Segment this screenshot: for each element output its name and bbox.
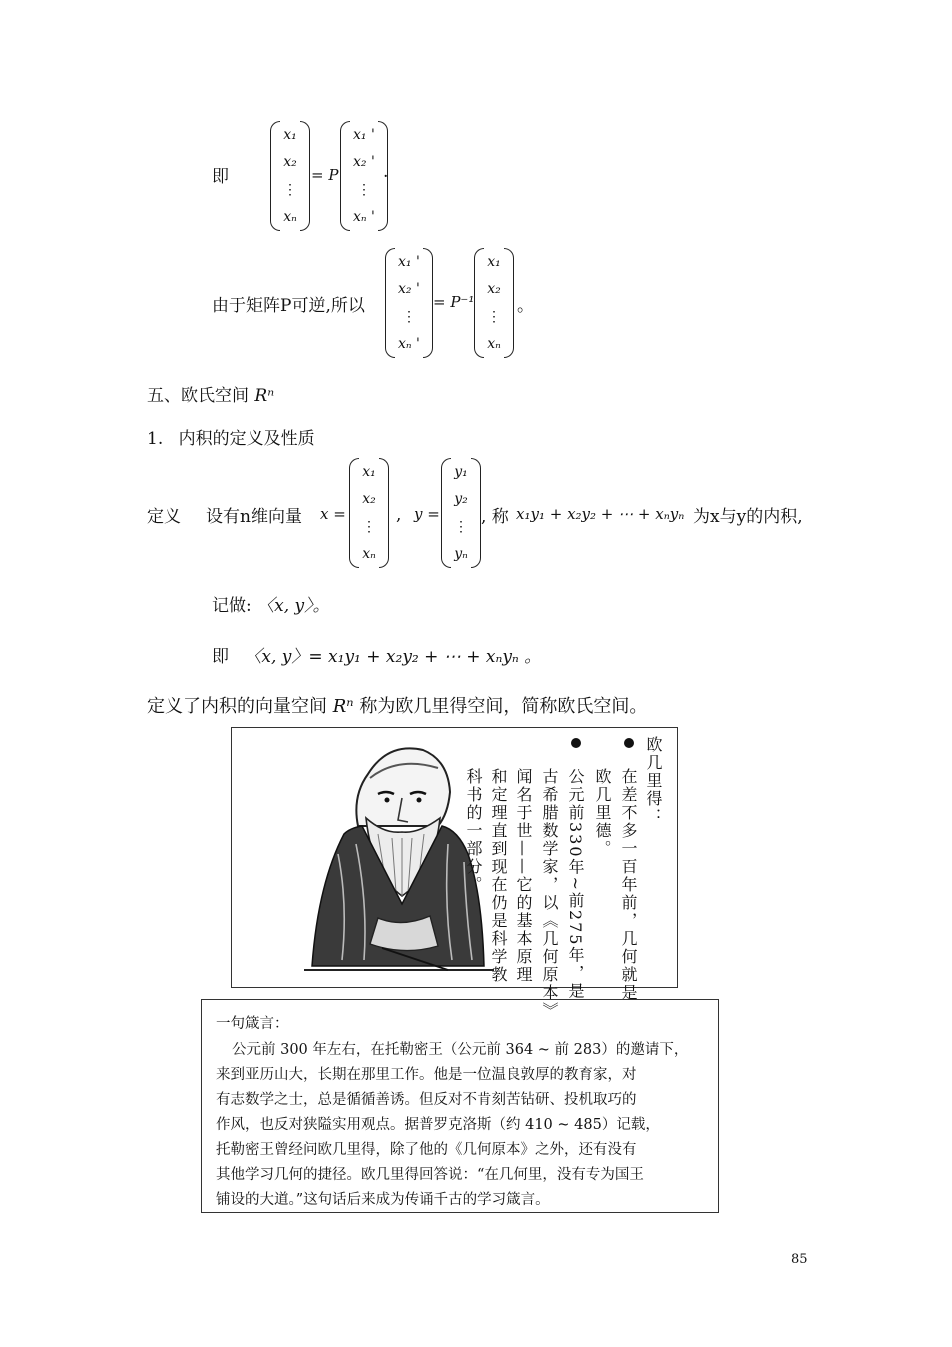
notation-label: 记做: <box>212 596 252 616</box>
eq1-prefix: 即 <box>212 167 229 187</box>
subsection-title: 内积的定义及性质 <box>178 429 315 449</box>
bullet-icon <box>571 738 581 748</box>
euclid-column: 和定理直到现在仍是科学教 <box>489 768 508 984</box>
matrix-entry: x₂ ' <box>398 281 420 298</box>
subsection-number: 1. <box>147 429 164 449</box>
summary-post: 称为欧几里得空间，简称欧氏空间。 <box>359 696 648 717</box>
eq2-prefix: 由于矩阵P可逆,所以 <box>212 296 365 316</box>
quote-line: 公元前 300 年左右，在托勒密王（公元前 364 ~ 前 283）的邀请下， <box>232 1042 689 1058</box>
definition-intro: 设有n维向量 <box>206 507 302 527</box>
euclid-column: 欧几里德。 <box>593 768 612 858</box>
eq1-end: . <box>383 162 389 182</box>
ie-label: 即 <box>212 647 229 667</box>
matrix-entry: xₙ ' <box>398 336 420 353</box>
matrix-entry: x₂ <box>487 281 501 298</box>
notation-line <box>212 591 330 616</box>
matrix-entry: ⋮ <box>283 181 297 198</box>
matrix-entry: xₙ ' <box>353 209 375 226</box>
matrix-entry: xₙ <box>487 336 501 353</box>
quote-line: 其他学习几何的捷径。欧几里得回答说：“在几何里，没有专为国王 <box>216 1167 644 1183</box>
separator: , <box>396 505 402 525</box>
page-number: 85 <box>791 1252 808 1267</box>
matrix-entry: x₂ <box>283 154 297 171</box>
eq2-rhs-vector <box>474 248 514 358</box>
euclid-column: 在差不多一百年前，几何就是 <box>619 768 638 1002</box>
vector-entry: ⋮ <box>362 518 376 535</box>
euclid-info-box <box>231 727 678 1020</box>
quote-line: 来到亚历山大，长期在那里工作。他是一位温良敦厚的教育家，对 <box>216 1067 637 1083</box>
euclid-column: 古希腊数学家，以《几何原本》 <box>540 768 559 1020</box>
eq2-end: 。 <box>517 296 534 316</box>
matrix-entry: x₁ <box>487 253 501 270</box>
vector-entry: yₙ <box>454 546 468 563</box>
euclid-column: 公元前330年~前275年，是 <box>566 768 585 1001</box>
section-heading <box>147 381 274 406</box>
euclid-column: 闻名于世——它的基本原理 <box>514 768 533 984</box>
quote-line: 托勒密王曾经问欧几里得，除了他的《几何原本》之外，还有没有 <box>216 1142 637 1158</box>
vector-entry: ⋮ <box>454 518 468 535</box>
notation-expr: 〈x, y〉。 <box>257 596 330 616</box>
summary-line <box>147 692 647 718</box>
definition-label: 定义 <box>147 507 181 527</box>
eq1-operator: = P <box>311 166 339 184</box>
vector-entry: y₂ <box>454 491 468 508</box>
matrix-entry: x₂ ' <box>353 154 375 171</box>
section-title: 五、欧氏空间 <box>147 386 249 406</box>
subsection-heading <box>147 424 315 449</box>
matrix-entry: x₁ ' <box>398 253 420 270</box>
section-symbol: Rⁿ <box>254 386 275 406</box>
vector-entry: x₁ <box>362 463 376 480</box>
definition-tail: 为x与y的内积, <box>693 507 803 527</box>
vector-entry: y₁ <box>454 463 468 480</box>
matrix-entry: x₁ ' <box>353 126 375 143</box>
eq1-lhs-vector <box>270 121 310 231</box>
quote-box <box>201 999 719 1213</box>
summary-pre: 定义了内积的向量空间 <box>147 696 327 717</box>
quote-line: 铺设的大道。”这句话后来成为传诵千古的学习箴言。 <box>216 1192 550 1208</box>
ie-expr: 〈x, y〉= x₁y₁ + x₂y₂ + ⋯ + xₙyₙ 。 <box>244 647 542 667</box>
matrix-entry: ⋮ <box>401 308 416 325</box>
vector-entry: x₂ <box>362 491 376 508</box>
summary-symbol: Rⁿ <box>332 696 354 717</box>
euclid-column: 科书的一部分。 <box>464 768 483 894</box>
vector-entry: xₙ <box>362 546 376 563</box>
y-equals: y = <box>414 505 440 523</box>
quote-line: 有志数学之士，总是循循善诱。但反对不肯刻苦钻研、投机取巧的 <box>216 1092 637 1108</box>
call-text: , 称 <box>481 507 509 527</box>
matrix-entry: ⋮ <box>487 308 501 325</box>
inner-product-expr: x₁y₁ + x₂y₂ + ⋯ + xₙyₙ <box>516 505 685 523</box>
matrix-entry: xₙ <box>283 209 297 226</box>
y-vector <box>441 458 481 568</box>
bullet-icon <box>624 738 634 748</box>
ie-line <box>212 642 541 667</box>
quote-title: 一句箴言： <box>216 1016 289 1032</box>
x-vector <box>349 458 389 568</box>
quote-line: 作风，也反对狭隘实用观点。据普罗克洛斯（约 410 ~ 485）记载， <box>216 1117 660 1133</box>
matrix-entry: x₁ <box>283 126 297 143</box>
eq2-operator: = P⁻¹ <box>433 293 475 311</box>
x-equals: x = <box>320 505 346 523</box>
eq1-rhs-vector <box>340 121 388 231</box>
eq2-lhs-vector <box>385 248 433 358</box>
matrix-entry: ⋮ <box>356 181 371 198</box>
euclid-column: 欧几里得： <box>644 736 663 826</box>
